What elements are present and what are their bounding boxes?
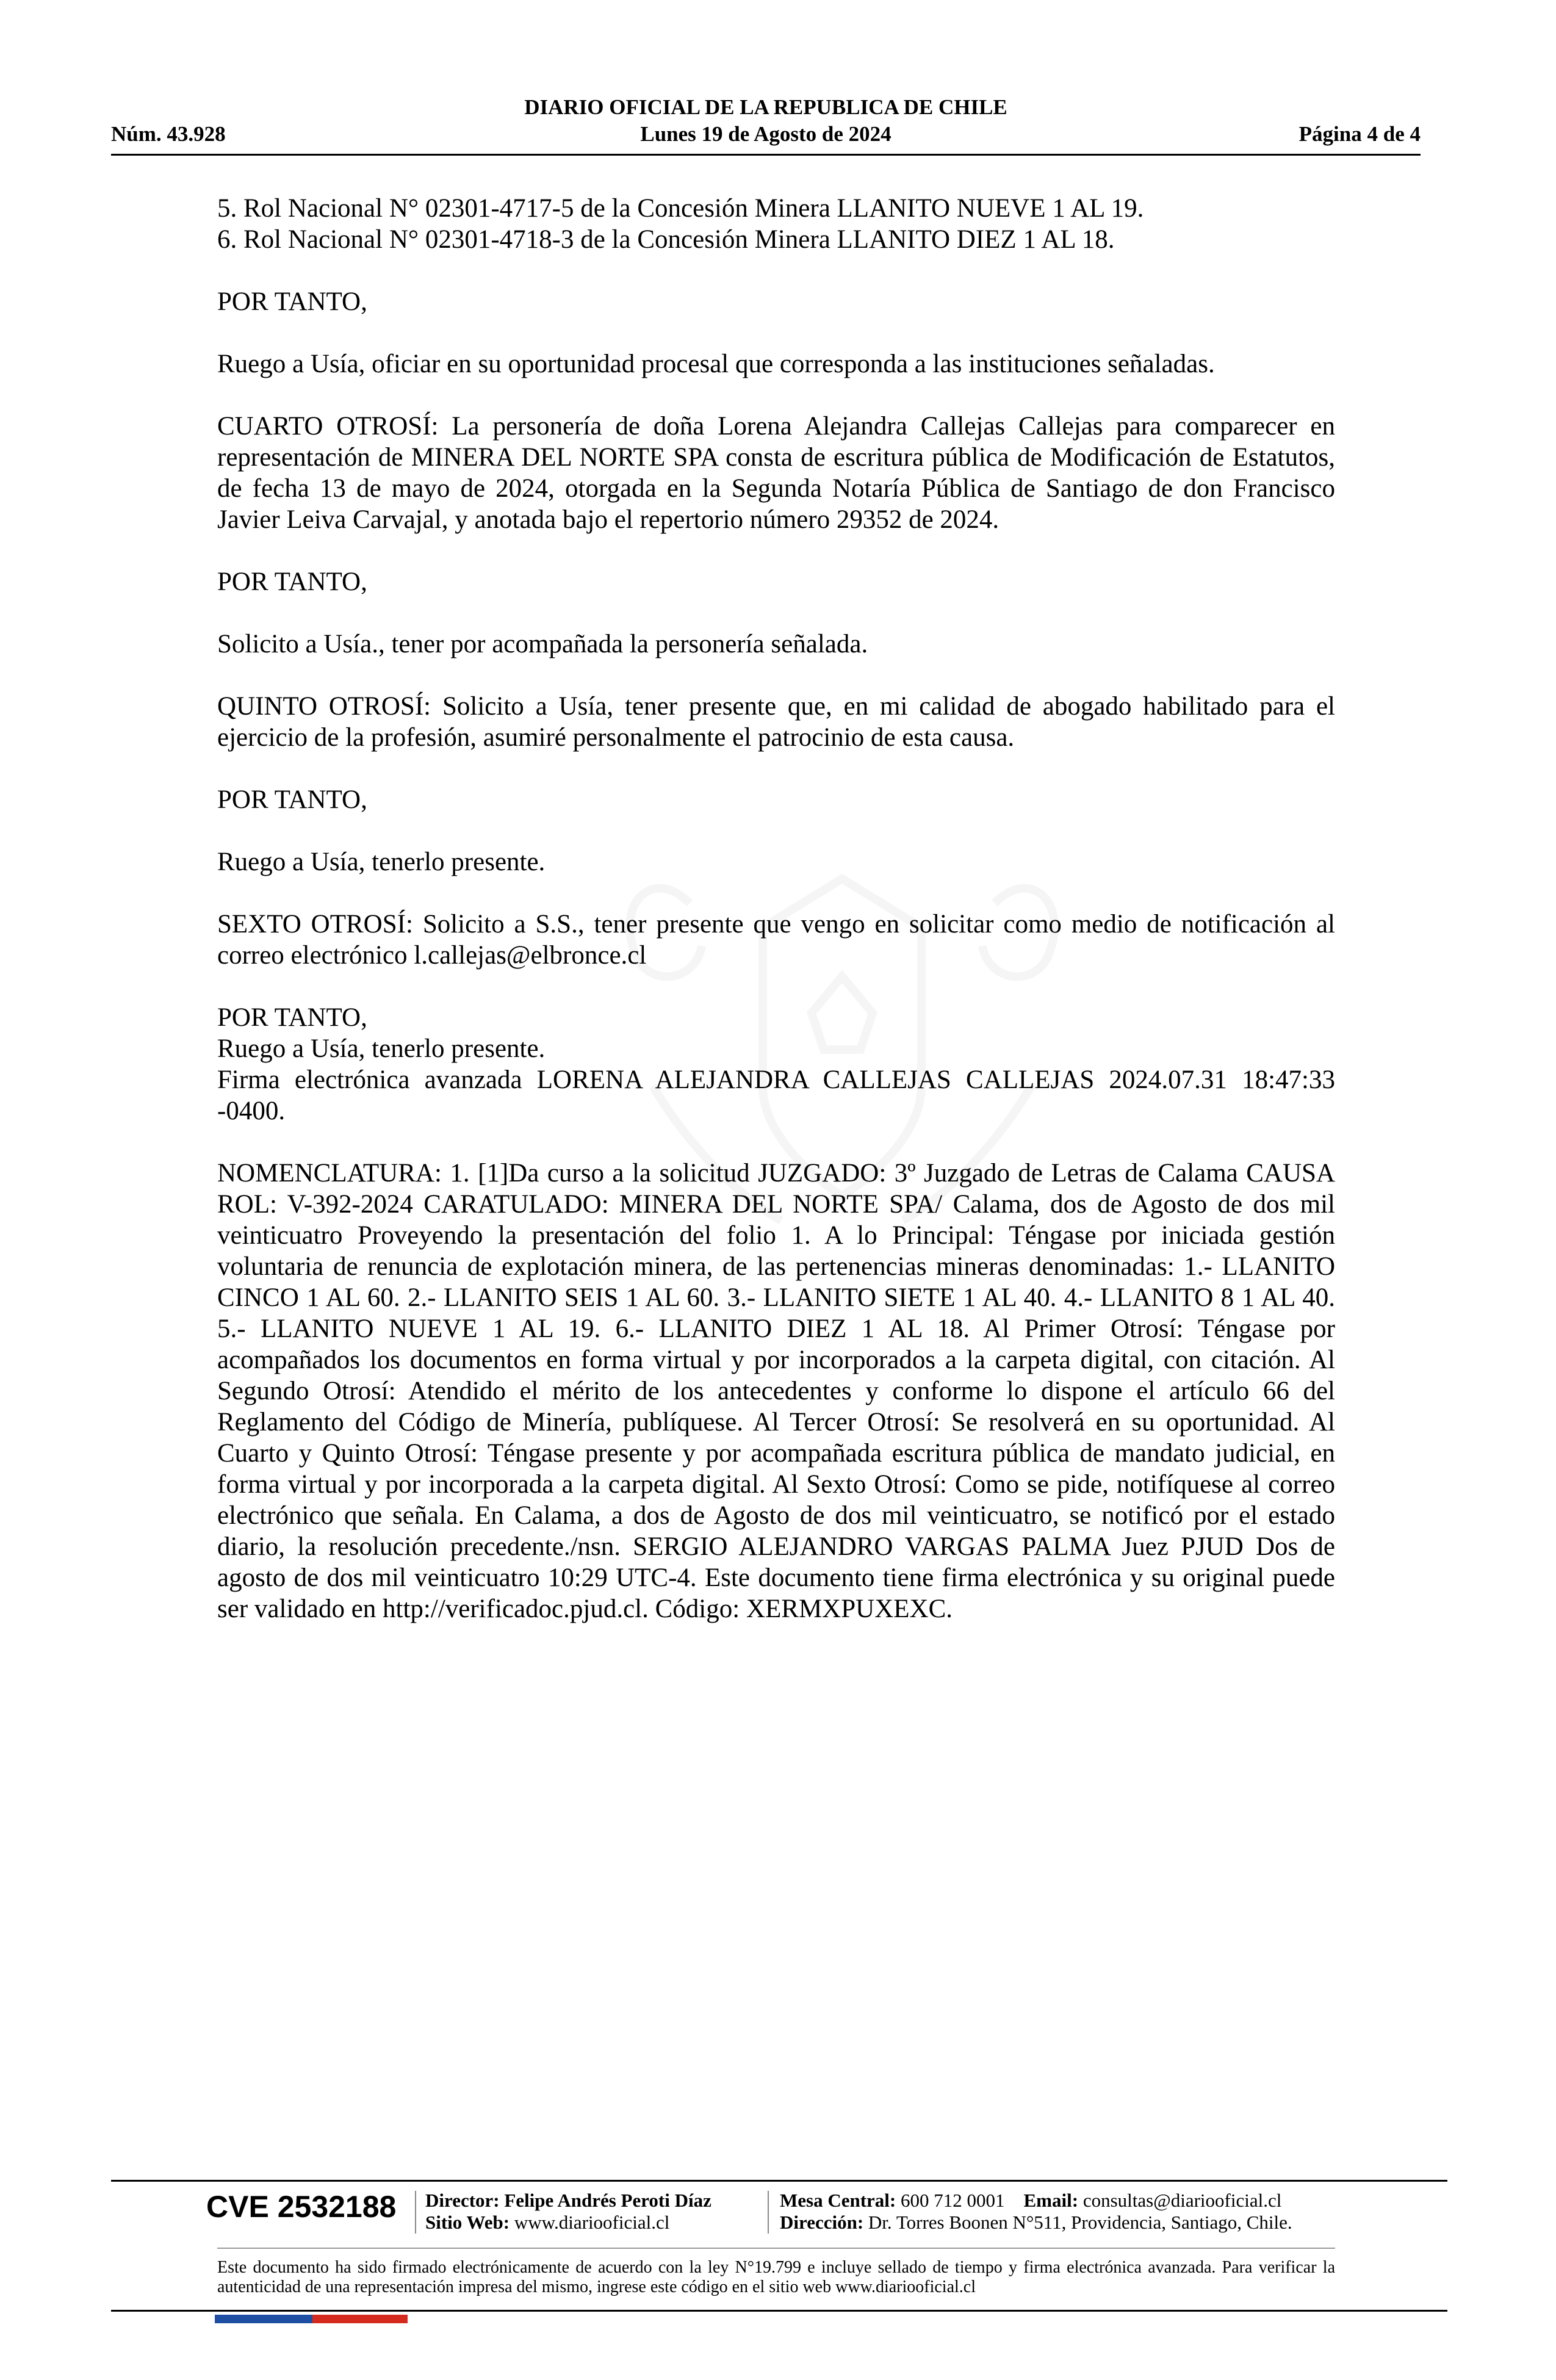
issue-number: Núm. 43.928 xyxy=(111,122,226,146)
request-paragraph: Ruego a Usía, oficiar en su oportunidad procesal que corresponda a las instituciones señaladas. xyxy=(217,350,1215,378)
nomenclatura-paragraph: NOMENCLATURA: 1. [1]Da curso a la solicitud JUZGADO: 3º Juzgado de Letras de Calama CAUSA ROL: V-392-2024 CARATULADO: MINERA DEL NORTE SPA/ Calama, dos de Agosto de dos mil veinticuatro Proveyendo la presentación del folio 1. A lo Principal: Téngase por iniciada gestión voluntaria de renuncia de explotación minera, de las pertenencias mineras denominadas: 1.- LLANITO CINCO 1 AL 60. 2.- LLANITO SEIS 1 AL 60. 3.- LLANITO SIETE 1 AL 40. 4.- LLANITO 8 1 AL 40. 5.- LLANITO NUEVE 1 AL 19. 6.- LLANITO DIEZ 1 AL 18. Al Primer Otrosí: Téngase por acompañados los documentos en forma virtual y por incorporados a la carpeta digital, con citación. Al Segundo Otrosí: Atendido el mérito de los antecedentes y conforme lo dispone el artículo 66 del Reglamento del Código de Minería, publíquese. Al Tercer Otrosí: Se resolverá en su oportunidad. Al Cuarto y Quinto Otrosí: Téngase presente y por acompañada escritura pública de mandato judicial, en forma virtual y por incorporada a la carpeta digital. Al Sexto Otrosí: Como se pide, notifíquese al correo electrónico que señala. En Calama, a dos de Agosto de dos mil veinticuatro, se notificó por el estado diario, la resolución precedente./nsn. SERGIO ALEJANDRO VARGAS PALMA Juez PJUD Dos de agosto de dos mil veinticuatro 10:29 UTC-4. Este documento tiene firma electrónica y su original puede ser validado en http://verificadoc.pjud.cl. Código: XERMXPUXEXC. xyxy=(217,1159,1335,1623)
address-value: Dr. Torres Boonen N°511, Providencia, Santiago, Chile. xyxy=(868,2212,1292,2233)
footer-divider xyxy=(111,2180,1447,2182)
request-paragraph: Solicito a Usía., tener por acompañada la personería señalada. xyxy=(217,630,868,658)
footer-contact-block xyxy=(780,2190,1292,2234)
legal-notice: Este documento ha sido firmado electrónicamente de acuerdo con la ley N°19.799 e incluye sellado de tiempo y firma electrónica avanzada. Para verificar la autenticidad de una representación impresa del mismo, ingrese este código en el sitio web www.diariooficial.cl xyxy=(217,2258,1335,2296)
flag-stripe-blue xyxy=(215,2315,312,2323)
document-body xyxy=(217,193,1335,1656)
flag-stripe-red xyxy=(312,2315,408,2323)
issue-date: Lunes 19 de Agosto de 2024 xyxy=(640,122,891,146)
phone-value: 600 712 0001 xyxy=(901,2190,1005,2211)
por-tanto-heading: POR TANTO, xyxy=(217,568,367,596)
header-divider xyxy=(111,154,1421,156)
footer-director-block xyxy=(425,2190,711,2234)
footer-thin-divider xyxy=(217,2248,1335,2249)
page-header xyxy=(111,93,1421,157)
web-label: Sitio Web: xyxy=(425,2212,510,2233)
footer-bottom-divider xyxy=(111,2310,1447,2312)
cve-code: CVE 2532188 xyxy=(206,2190,397,2224)
por-tanto-heading: POR TANTO, xyxy=(217,1003,367,1032)
list-item: 5. Rol Nacional N° 02301-4717-5 de la Concesión Minera LLANITO NUEVE 1 AL 19. xyxy=(217,194,1144,223)
request-paragraph: Ruego a Usía, tenerlo presente. xyxy=(217,848,546,876)
por-tanto-heading: POR TANTO, xyxy=(217,287,367,316)
list-item: 6. Rol Nacional N° 02301-4718-3 de la Concesión Minera LLANITO DIEZ 1 AL 18. xyxy=(217,225,1115,254)
web-link[interactable]: www.diariooficial.cl xyxy=(514,2212,670,2233)
director-label: Director: xyxy=(425,2190,500,2211)
publication-title: DIARIO OFICIAL DE LA REPUBLICA DE CHILE xyxy=(524,95,1007,119)
quinto-otrosi-paragraph: QUINTO OTROSÍ: Solicito a Usía, tener presente que, en mi calidad de abogado habilitado para el ejercicio de la profesión, asumiré personalmente el patrocinio de esta causa. xyxy=(217,692,1335,752)
electronic-signature: Firma electrónica avanzada LORENA ALEJANDRA CALLEJAS CALLEJAS 2024.07.31 18:47:33 -0400. xyxy=(217,1066,1335,1125)
address-label: Dirección: xyxy=(780,2212,864,2233)
por-tanto-heading: POR TANTO, xyxy=(217,785,367,814)
director-name: Felipe Andrés Peroti Díaz xyxy=(504,2190,711,2211)
request-paragraph: Ruego a Usía, tenerlo presente. xyxy=(217,1034,546,1063)
page-number: Página 4 de 4 xyxy=(1298,122,1421,146)
email-link[interactable]: consultas@diariooficial.cl xyxy=(1082,2190,1282,2211)
footer-separator xyxy=(768,2191,769,2234)
sexto-otrosi-paragraph: SEXTO OTROSÍ: Solicito a S.S., tener presente que vengo en solicitar como medio de notificación al correo electrónico l.callejas@elbronce.cl xyxy=(217,910,1335,970)
email-label: Email: xyxy=(1023,2190,1079,2211)
phone-label: Mesa Central: xyxy=(780,2190,896,2211)
footer-separator xyxy=(415,2191,416,2234)
cuarto-otrosi-paragraph: CUARTO OTROSÍ: La personería de doña Lorena Alejandra Callejas Callejas para comparecer en representación de MINERA DEL NORTE SPA consta de escritura pública de Modificación de Estatutos, de fecha 13 de mayo de 2024, otorgada en la Segunda Notaría Pública de Santiago de don Francisco Javier Leiva Carvajal, y anotada bajo el repertorio número 29352 de 2024. xyxy=(217,412,1335,534)
